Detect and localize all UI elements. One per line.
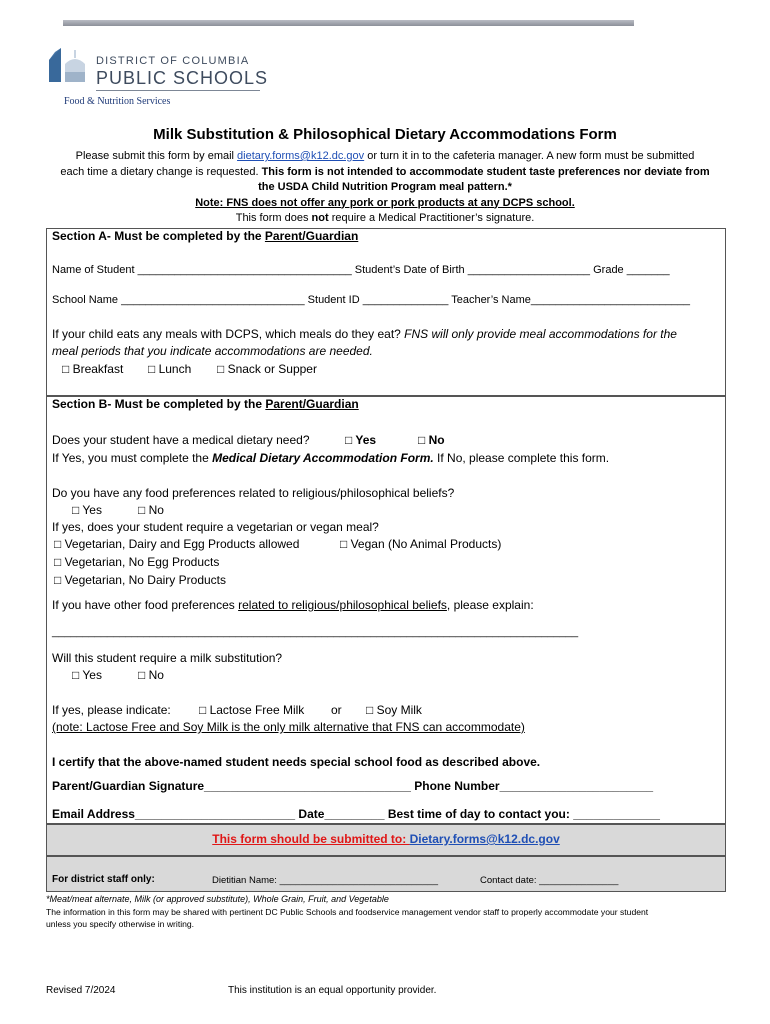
veg-no-dairy-checkbox[interactable]: □ Vegetarian, No Dairy Products — [54, 573, 226, 587]
intro-line3: the USDA Child Nutrition Program meal pattern.* — [258, 181, 512, 193]
food-pref-yes-checkbox[interactable]: □ Yes — [72, 503, 102, 517]
veg-no-egg-checkbox[interactable]: □ Vegetarian, No Egg Products — [54, 555, 220, 569]
explain-line[interactable]: ______________________________________________________________________________________ — [52, 626, 579, 638]
intro-line1: Please submit this form by email — [75, 150, 238, 162]
intro-text — [40, 149, 730, 227]
submit-email-link[interactable]: Dietary.forms@k12.dc.gov — [409, 832, 560, 846]
name-dob-grade-row[interactable]: Name of Student ___________________________________ Student’s Date of Birth ____________________ Grade _______ — [52, 264, 670, 276]
staff-only-label: For district staff only: — [52, 874, 155, 885]
equal-opportunity: This institution is an equal opportunity provider. — [228, 985, 437, 996]
indicate-label: If yes, please indicate: — [52, 703, 171, 717]
capitol-dome-logo-icon — [45, 46, 93, 84]
milk-yes-checkbox[interactable]: □ Yes — [72, 668, 102, 682]
or-label: or — [331, 703, 342, 717]
vegetarian-question: If yes, does your student require a vegetarian or vegan meal? — [52, 520, 379, 534]
soy-milk-checkbox[interactable]: □ Soy Milk — [366, 703, 422, 717]
school-id-teacher-row[interactable]: School Name ______________________________ Student ID ______________ Teacher’s Name__________________________ — [52, 294, 690, 306]
medical-yes-checkbox[interactable]: □ Yes — [345, 433, 377, 447]
header-rule — [63, 20, 634, 26]
logo-line-1: DISTRICT OF COLUMBIA — [96, 55, 250, 67]
medical-no-checkbox[interactable]: □ No — [418, 433, 445, 447]
submit-instruction: This form should be submitted to: Dietary.forms@k12.dc.gov — [212, 832, 560, 846]
veg-dairy-egg-checkbox[interactable]: □ Vegetarian, Dairy and Egg Products allowed — [54, 537, 300, 551]
vegan-checkbox[interactable]: □ Vegan (No Animal Products) — [340, 537, 502, 551]
snack-supper-checkbox[interactable]: □ Snack or Supper — [217, 362, 317, 376]
contact-date-field[interactable]: Contact date: _______________ — [480, 875, 619, 886]
section-b-heading: Section B- Must be completed by the Parent/Guardian — [52, 397, 359, 411]
breakfast-checkbox[interactable]: □ Breakfast — [62, 362, 124, 376]
meals-question-cont: meal periods that you indicate accommodations are needed. — [52, 344, 373, 358]
meal-pattern-footnote: *Meat/meat alternate, Milk (or approved substitute), Whole Grain, Fruit, and Vegetable — [46, 894, 389, 904]
form-title: Milk Substitution & Philosophical Dietary Accommodations Form — [153, 126, 617, 143]
section-a-heading: Section A- Must be completed by the Parent/Guardian — [52, 229, 359, 243]
food-pref-no-checkbox[interactable]: □ No — [138, 503, 164, 517]
milk-no-checkbox[interactable]: □ No — [138, 668, 164, 682]
revised-date: Revised 7/2024 — [46, 985, 116, 996]
pork-note: Note: FNS does not offer any pork or pork products at any DCPS school. — [195, 196, 575, 209]
other-preferences-prompt: If you have other food preferences related to religious/philosophical beliefs, please explain: — [52, 598, 534, 612]
department-name: Food & Nutrition Services — [64, 96, 171, 107]
email-link[interactable]: dietary.forms@k12.dc.gov — [237, 150, 365, 162]
food-preference-question: Do you have any food preferences related to religious/philosophical beliefs? — [52, 486, 455, 500]
intro-line1-end: or turn it in to the cafeteria manager. A new form must be submitted — [364, 150, 695, 162]
sharing-notice-cont: unless you specify otherwise in writing. — [46, 919, 195, 929]
meals-question: If your child eats any meals with DCPS, which meals do they eat? FNS will only provide meal accommodations for the — [52, 327, 677, 341]
signature-phone-line[interactable]: Parent/Guardian Signature_______________________________ Phone Number_______________________ — [52, 779, 654, 793]
intro-line2-bold: This form is not intended to accommodate student taste preferences nor deviate from — [261, 165, 710, 178]
medical-instructions: If Yes, you must complete the Medical Dietary Accommodation Form. If No, please complete this form. — [52, 451, 610, 465]
dietitian-name-field[interactable]: Dietitian Name: ______________________________ — [212, 875, 439, 886]
milk-question: Will this student require a milk substitution? — [52, 651, 283, 665]
intro-line2: each time a dietary change is requested. — [60, 165, 262, 178]
lactose-free-checkbox[interactable]: □ Lactose Free Milk — [199, 703, 305, 717]
certify-statement: I certify that the above-named student needs special school food as described above. — [52, 755, 541, 769]
email-date-contact-line[interactable]: Email Address________________________ Date_________ Best time of day to contact you: _____________ — [52, 807, 660, 821]
intro-line5-bold: not — [311, 212, 329, 224]
logo-underline — [96, 90, 260, 91]
intro-line5: This form does — [235, 212, 312, 224]
medical-question: Does your student have a medical dietary need? — [52, 433, 310, 447]
lunch-checkbox[interactable]: □ Lunch — [148, 362, 192, 376]
sharing-notice: The information in this form may be shared with pertinent DC Public Schools and foodservice management vendor staff to properly accommodate your student — [46, 907, 649, 917]
milk-note: (note: Lactose Free and Soy Milk is the only milk alternative that FNS can accommodate) — [52, 720, 525, 734]
intro-line5-end: require a Medical Practitioner’s signature. — [328, 212, 535, 224]
logo-line-2: PUBLIC SCHOOLS — [96, 68, 269, 88]
